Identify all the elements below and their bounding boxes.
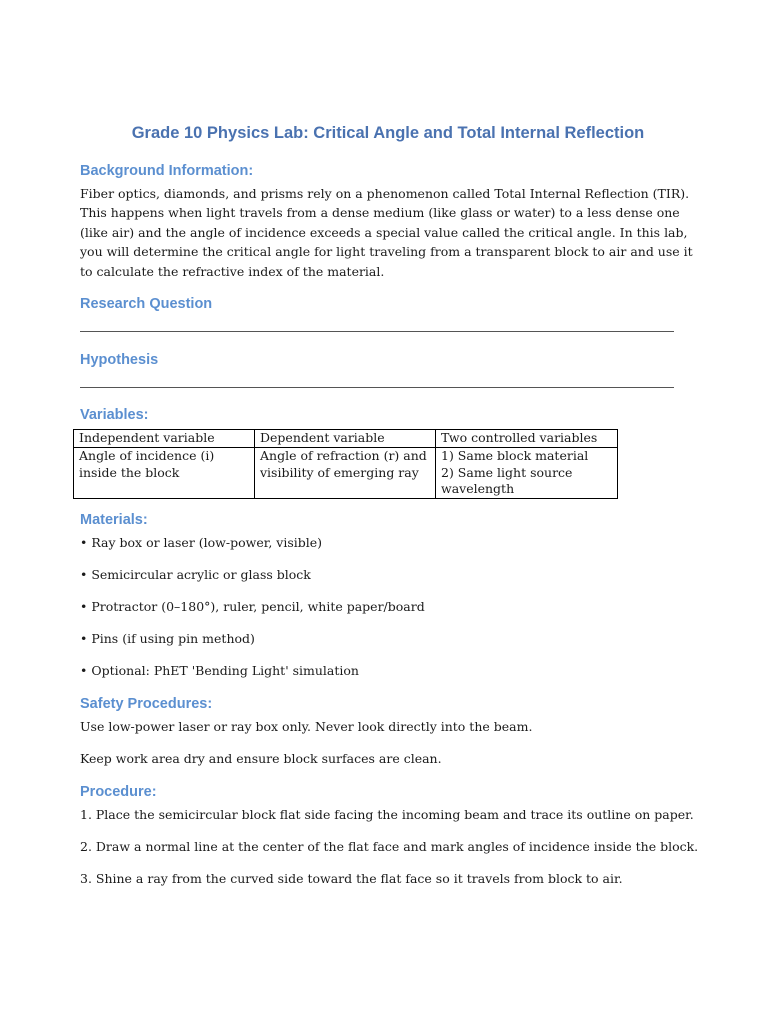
table-row <box>74 448 618 499</box>
background-heading: Background Information: <box>80 163 254 179</box>
header-controlled: Two controlled variables <box>436 430 618 448</box>
list-item: • Ray box or laser (low-power, visible) <box>80 535 323 550</box>
table-header-row <box>74 430 618 448</box>
list-item: • Pins (if using pin method) <box>80 631 255 646</box>
procedure-step: 2. Draw a normal line at the center of the flat face and mark angles of incidence inside the block. <box>80 839 699 854</box>
variables-heading: Variables: <box>80 407 149 423</box>
materials-heading: Materials: <box>80 512 148 528</box>
header-independent: Independent variable <box>74 430 255 448</box>
research-question-heading: Research Question <box>80 296 213 312</box>
list-item: • Optional: PhET 'Bending Light' simulation <box>80 663 359 678</box>
header-dependent: Dependent variable <box>255 430 436 448</box>
procedure-step: 1. Place the semicircular block flat side facing the incoming beam and trace its outline on paper. <box>80 807 694 822</box>
variables-table <box>73 429 618 499</box>
hypothesis-heading: Hypothesis <box>80 352 159 368</box>
background-text: Fiber optics, diamonds, and prisms rely on a phenomenon called Total Internal Reflection (TIR). This happens when light travels from a dense medium (like glass or water) to a less dense one (like air) and the angle of incidence exceeds a special value called the critical angle. In this lab, you will determine the critical angle for light traveling from a transparent block to air and use it to calculate the refractive index of the material. <box>80 186 693 279</box>
procedure-step: 3. Shine a ray from the curved side toward the flat face so it travels from block to air. <box>80 871 623 886</box>
list-item: • Protractor (0–180°), ruler, pencil, white paper/board <box>80 599 425 614</box>
controlled-variable-1: 1) Same block material <box>441 448 589 463</box>
procedure-heading: Procedure: <box>80 784 157 800</box>
controlled-variable-2: 2) Same light source wavelength <box>441 464 573 496</box>
safety-heading: Safety Procedures: <box>80 696 213 712</box>
list-item: • Semicircular acrylic or glass block <box>80 567 311 582</box>
safety-item: Keep work area dry and ensure block surfaces are clean. <box>80 751 442 766</box>
cell-dependent: Angle of refraction (r) and visibility of emerging ray <box>255 448 436 499</box>
cell-independent: Angle of incidence (i) inside the block <box>74 448 255 499</box>
cell-controlled <box>436 448 618 499</box>
safety-item: Use low-power laser or ray box only. Never look directly into the beam. <box>80 719 533 734</box>
research-question-answer-line <box>80 331 674 332</box>
hypothesis-answer-line <box>80 387 674 388</box>
document-title: Grade 10 Physics Lab: Critical Angle and Total Internal Reflection <box>131 124 645 142</box>
